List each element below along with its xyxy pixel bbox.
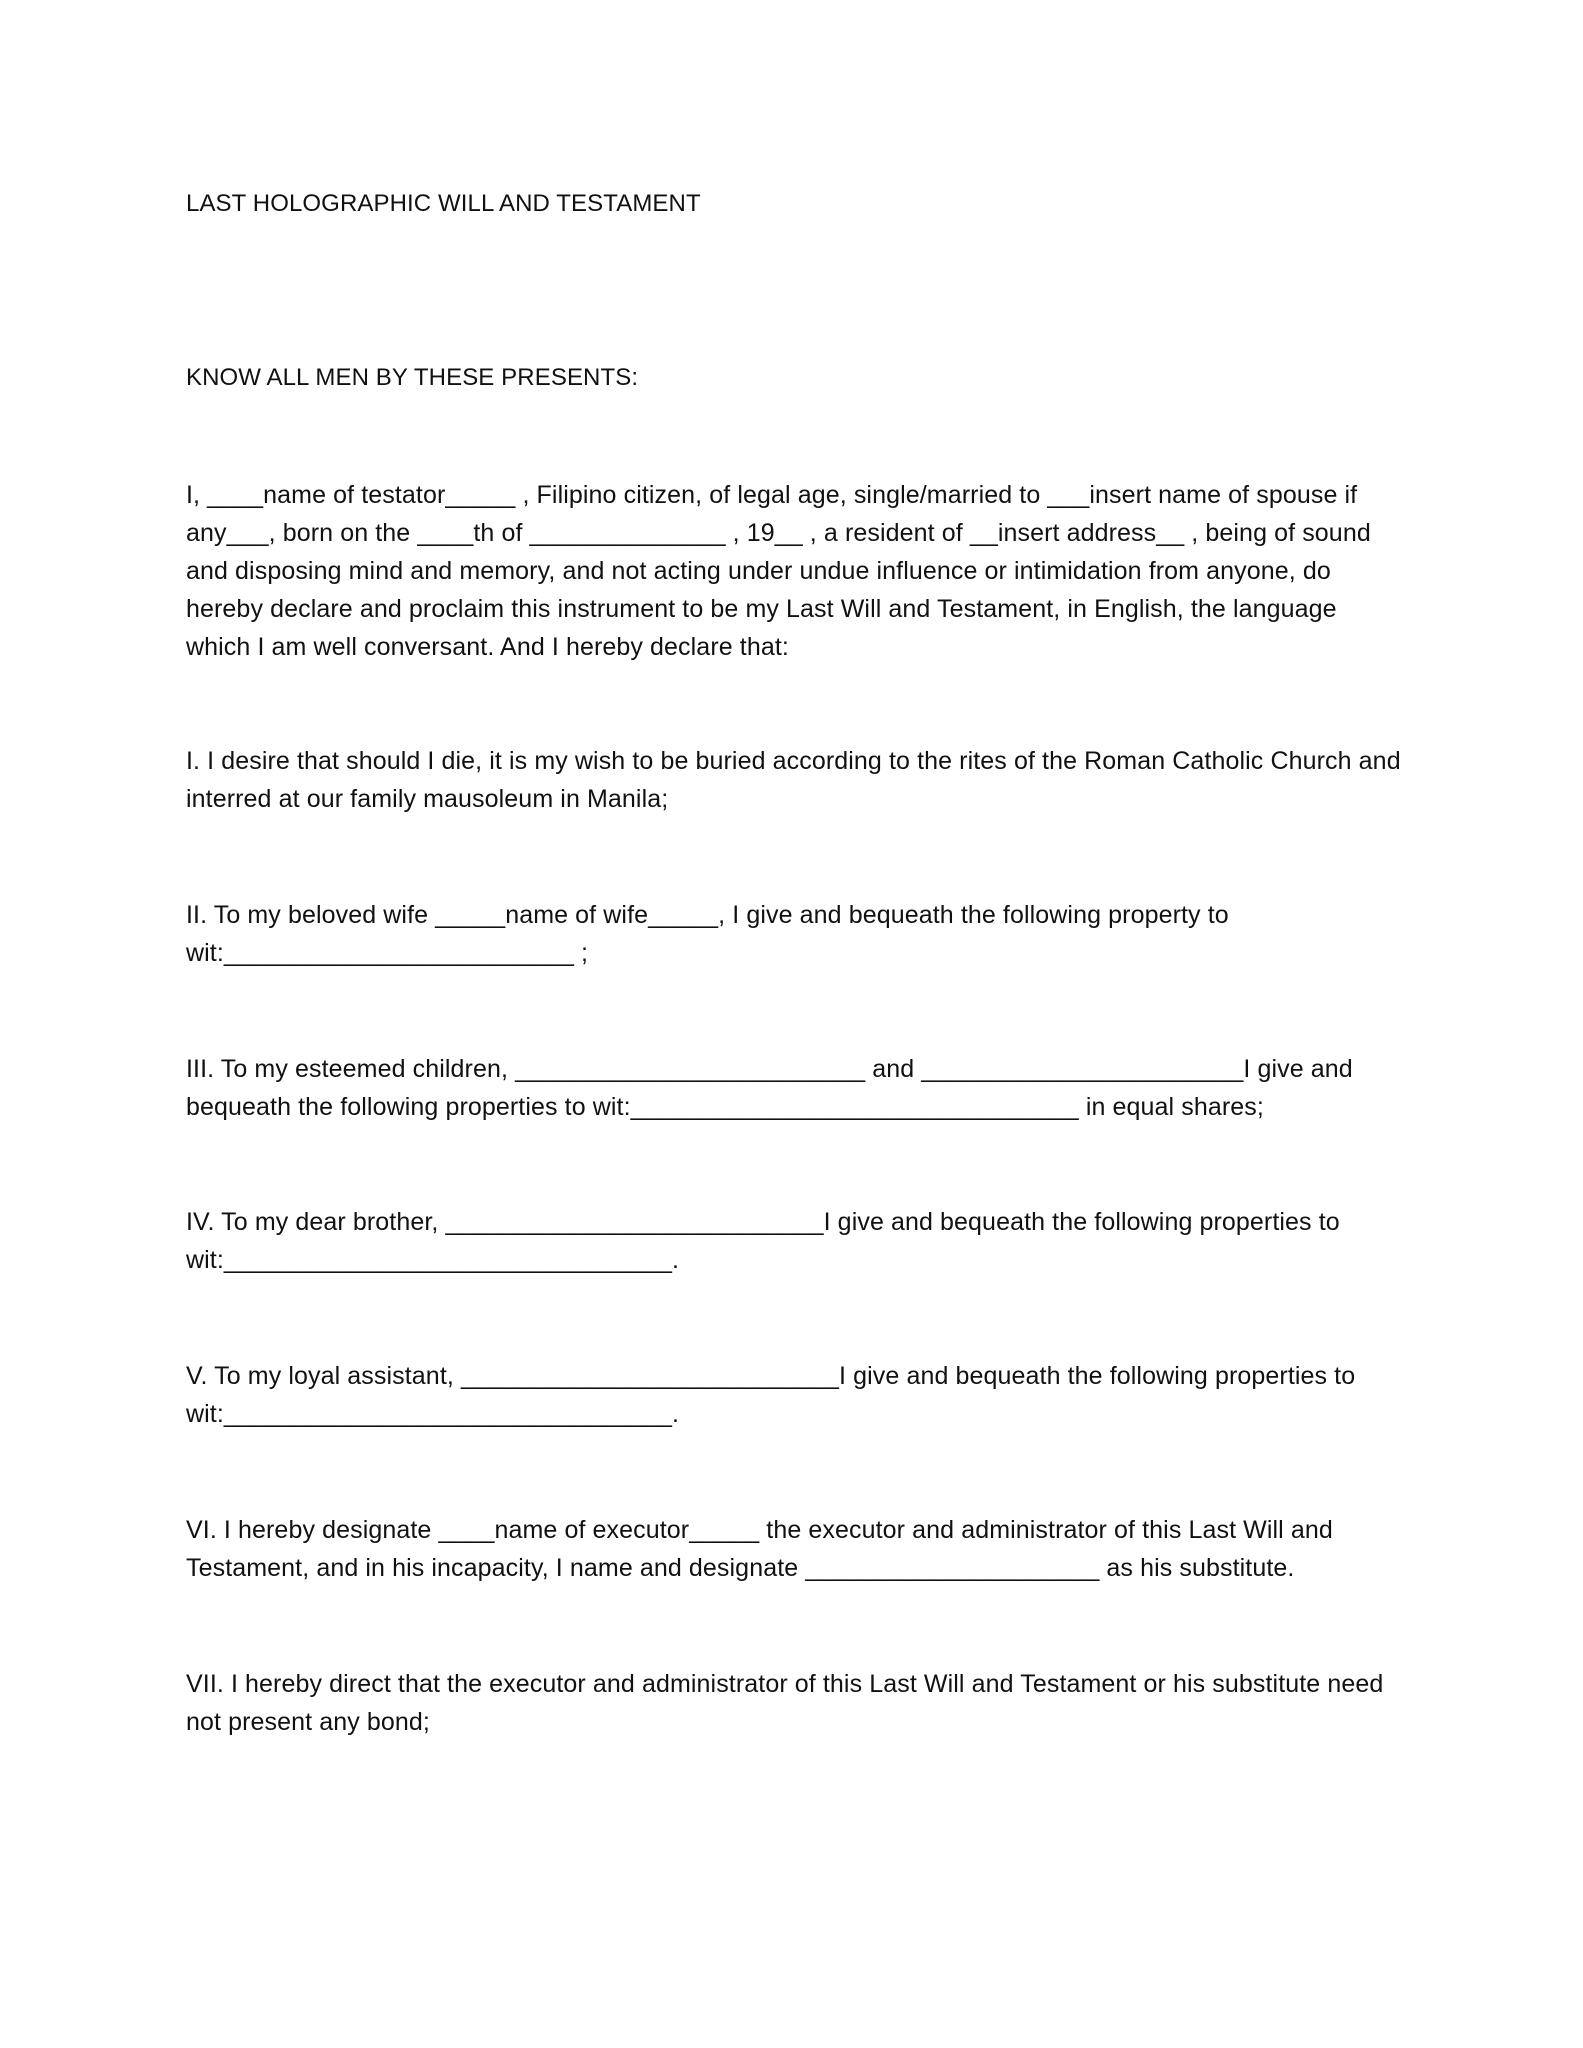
clause-v: V. To my loyal assistant, ___________________________I give and bequeath the following properties to wit:________________________________. [186, 1362, 1356, 1428]
opening-line: KNOW ALL MEN BY THESE PRESENTS: [186, 364, 639, 391]
clause-iv: IV. To my dear brother, ___________________________I give and bequeath the following properties to wit:________________________________. [186, 1208, 1340, 1274]
clause-ii: II. To my beloved wife _____name of wife_____, I give and bequeath the following property to wit:_________________________ ; [186, 901, 1229, 967]
clause-vii: VII. I hereby direct that the executor and administrator of this Last Will and Testament or his substitute need not present any bond; [186, 1670, 1384, 1736]
clause-i: I. I desire that should I die, it is my wish to be buried according to the rites of the Roman Catholic Church and interred at our family mausoleum in Manila; [186, 747, 1401, 813]
clause-vi: VI. I hereby designate ____name of executor_____ the executor and administrator of this Last Will and Testament, and in his incapacity, I name and designate _____________________ as his substitute. [186, 1516, 1333, 1582]
clause-iii: III. To my esteemed children, _________________________ and _______________________I give and bequeath the following properties to wit:________________________________ in equal shares; [186, 1055, 1353, 1121]
document-title: LAST HOLOGRAPHIC WILL AND TESTAMENT [186, 190, 701, 217]
intro-paragraph: I, ____name of testator_____ , Filipino citizen, of legal age, single/married to ___insert name of spouse if any___, born on the ____th of ______________ , 19__ , a resident of __insert address__ , being of sound and disposing mind and memory, and not acting under undue influence or intimidation from anyone, do hereby declare and proclaim this instrument to be my Last Will and Testament, in English, the language which I am well conversant. And I hereby declare that: [186, 481, 1371, 661]
